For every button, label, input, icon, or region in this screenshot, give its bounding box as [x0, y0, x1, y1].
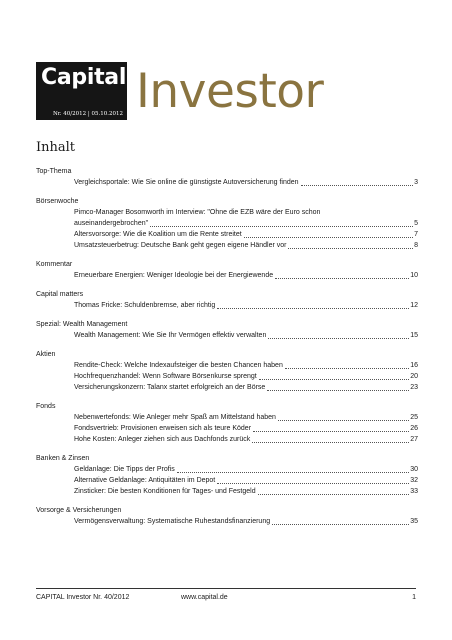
toc-entry-title: Alternative Geldanlage: Antiquitäten im Depot: [74, 477, 216, 484]
toc-entry[interactable]: [36, 516, 418, 527]
issue-info: Nr. 40/2012 | 05.10.2012: [52, 111, 123, 117]
toc-page-number: 8: [414, 242, 418, 249]
dot-leader: [252, 442, 409, 443]
toc-page-number: 30: [410, 466, 418, 473]
toc-entry-title: Hochfrequenzhandel: Wenn Software Börsenkurse sprengt: [74, 373, 257, 380]
toc-section-title: Fonds: [36, 403, 56, 410]
toc-page-number: 33: [410, 488, 418, 495]
dot-leader: [253, 431, 409, 432]
toc-entry-title: Rendite-Check: Welche Indexaufsteiger die besten Chancen haben: [74, 362, 283, 369]
toc-page-number: 10: [410, 272, 418, 279]
dot-leader: [275, 278, 409, 279]
toc-entry[interactable]: [36, 177, 418, 188]
toc-page-number: 15: [410, 332, 418, 339]
capital-logo-text: Capital: [41, 65, 127, 90]
toc-entry[interactable]: [36, 382, 418, 393]
toc-section-title: Börsenwoche: [36, 198, 79, 205]
footer-website-link[interactable]: www.capital.de: [181, 594, 228, 601]
dot-leader: [177, 472, 409, 473]
toc-entry[interactable]: [36, 475, 418, 486]
toc-entry[interactable]: [36, 300, 418, 311]
toc-page-number: 26: [410, 425, 418, 432]
toc-section-title: Spezial: Wealth Management: [36, 321, 128, 328]
toc-entry-title: Hohe Kosten: Anleger ziehen sich aus Dachfonds zurück: [74, 436, 251, 443]
toc-page-number: 7: [414, 231, 418, 238]
toc-entry-title: Altersvorsorge: Wie die Koalition um die Rente streitet: [74, 231, 242, 238]
toc-page-number: 27: [410, 436, 418, 443]
toc-page-number: 32: [410, 477, 418, 484]
dot-leader: [259, 379, 409, 380]
dot-leader: [217, 308, 409, 309]
toc-section-title: Kommentar: [36, 261, 73, 268]
toc-page-number: 20: [410, 373, 418, 380]
toc-section: [36, 319, 418, 341]
dot-leader: [272, 524, 409, 525]
toc-section: [36, 453, 418, 497]
footer-divider: [36, 588, 416, 589]
toc-section: [36, 505, 418, 527]
dot-leader: [267, 390, 409, 391]
toc-section-title: Aktien: [36, 351, 56, 358]
investor-title: Investor: [136, 64, 324, 119]
toc-entry[interactable]: [36, 360, 418, 371]
toc-entry[interactable]: [36, 423, 418, 434]
dot-leader: [301, 185, 414, 186]
toc-section-title: Top-Thema: [36, 168, 72, 175]
toc-page-number: 23: [410, 384, 418, 391]
dot-leader: [244, 237, 413, 238]
toc-page-number: 25: [410, 414, 418, 421]
toc-entry[interactable]: [36, 330, 418, 341]
toc-entry[interactable]: [36, 240, 418, 251]
toc-entry[interactable]: [36, 270, 418, 281]
dot-leader: [150, 226, 413, 227]
toc-entry[interactable]: [36, 412, 418, 423]
toc-page-number: 3: [414, 179, 418, 186]
table-of-contents: [36, 166, 418, 535]
toc-entry[interactable]: [36, 464, 418, 475]
toc-section-title: Vorsorge & Versicherungen: [36, 507, 122, 514]
toc-entry-title: Zinsticker: Die besten Konditionen für Tages- und Festgeld: [74, 488, 256, 495]
toc-entry-title: Erneuerbare Energien: Weniger Ideologie bei der Energiewende: [74, 272, 274, 279]
toc-entry-title: Nebenwertefonds: Wie Anleger mehr Spaß am Mittelstand haben: [74, 414, 276, 421]
toc-section: [36, 349, 418, 393]
dot-leader: [288, 248, 413, 249]
dot-leader: [217, 483, 409, 484]
toc-page-number: 16: [410, 362, 418, 369]
toc-section: [36, 259, 418, 281]
dot-leader: [268, 338, 409, 339]
toc-entry-title: Vermögensverwaltung: Systematische Ruhestandsfinanzierung: [74, 518, 271, 525]
toc-entry-title: Pimco-Manager Bosomworth im Interview: "Ohne die EZB wäre der Euro schon: [74, 209, 321, 216]
toc-entry-title: Fondsvertrieb: Provisionen erweisen sich als teure Köder: [74, 425, 252, 432]
toc-entry-title-cont: auseinandergebrochen": [74, 220, 149, 227]
dot-leader: [258, 494, 410, 495]
toc-entry-title: Vergleichsportale: Wie Sie online die günstigste Autoversicherung finden: [74, 179, 299, 186]
toc-entry-title: Umsatzsteuerbetrug: Deutsche Bank geht gegen eigene Händler vor: [74, 242, 287, 249]
capital-logo: [36, 62, 127, 120]
toc-page-number: 12: [410, 302, 418, 309]
footer-page-number: 1: [412, 594, 416, 601]
toc-section: [36, 166, 418, 188]
toc-entry[interactable]: [36, 229, 418, 240]
toc-section-title: Capital matters: [36, 291, 84, 298]
toc-entry-title: Wealth Management: Wie Sie Ihr Vermögen effektiv verwalten: [74, 332, 267, 339]
toc-entry[interactable]: [36, 207, 418, 229]
toc-page-number: 5: [414, 220, 418, 227]
toc-entry-title: Geldanlage: Die Tipps der Profis: [74, 466, 175, 473]
toc-section-title: Banken & Zinsen: [36, 455, 90, 462]
footer-publication: CAPITAL Investor Nr. 40/2012: [36, 594, 130, 601]
toc-page-number: 35: [410, 518, 418, 525]
toc-section: [36, 196, 418, 251]
toc-section: [36, 401, 418, 445]
page-title: Inhalt: [36, 140, 76, 155]
toc-entry-title: Versicherungskonzern: Talanx startet erfolgreich an der Börse: [74, 384, 266, 391]
toc-entry[interactable]: [36, 486, 418, 497]
toc-entry[interactable]: [36, 434, 418, 445]
toc-entry[interactable]: [36, 371, 418, 382]
toc-entry-title: Thomas Fricke: Schuldenbremse, aber richtig: [74, 302, 216, 309]
dot-leader: [278, 420, 409, 421]
toc-entry-continuation: [74, 218, 418, 229]
toc-section: [36, 289, 418, 311]
dot-leader: [285, 368, 409, 369]
